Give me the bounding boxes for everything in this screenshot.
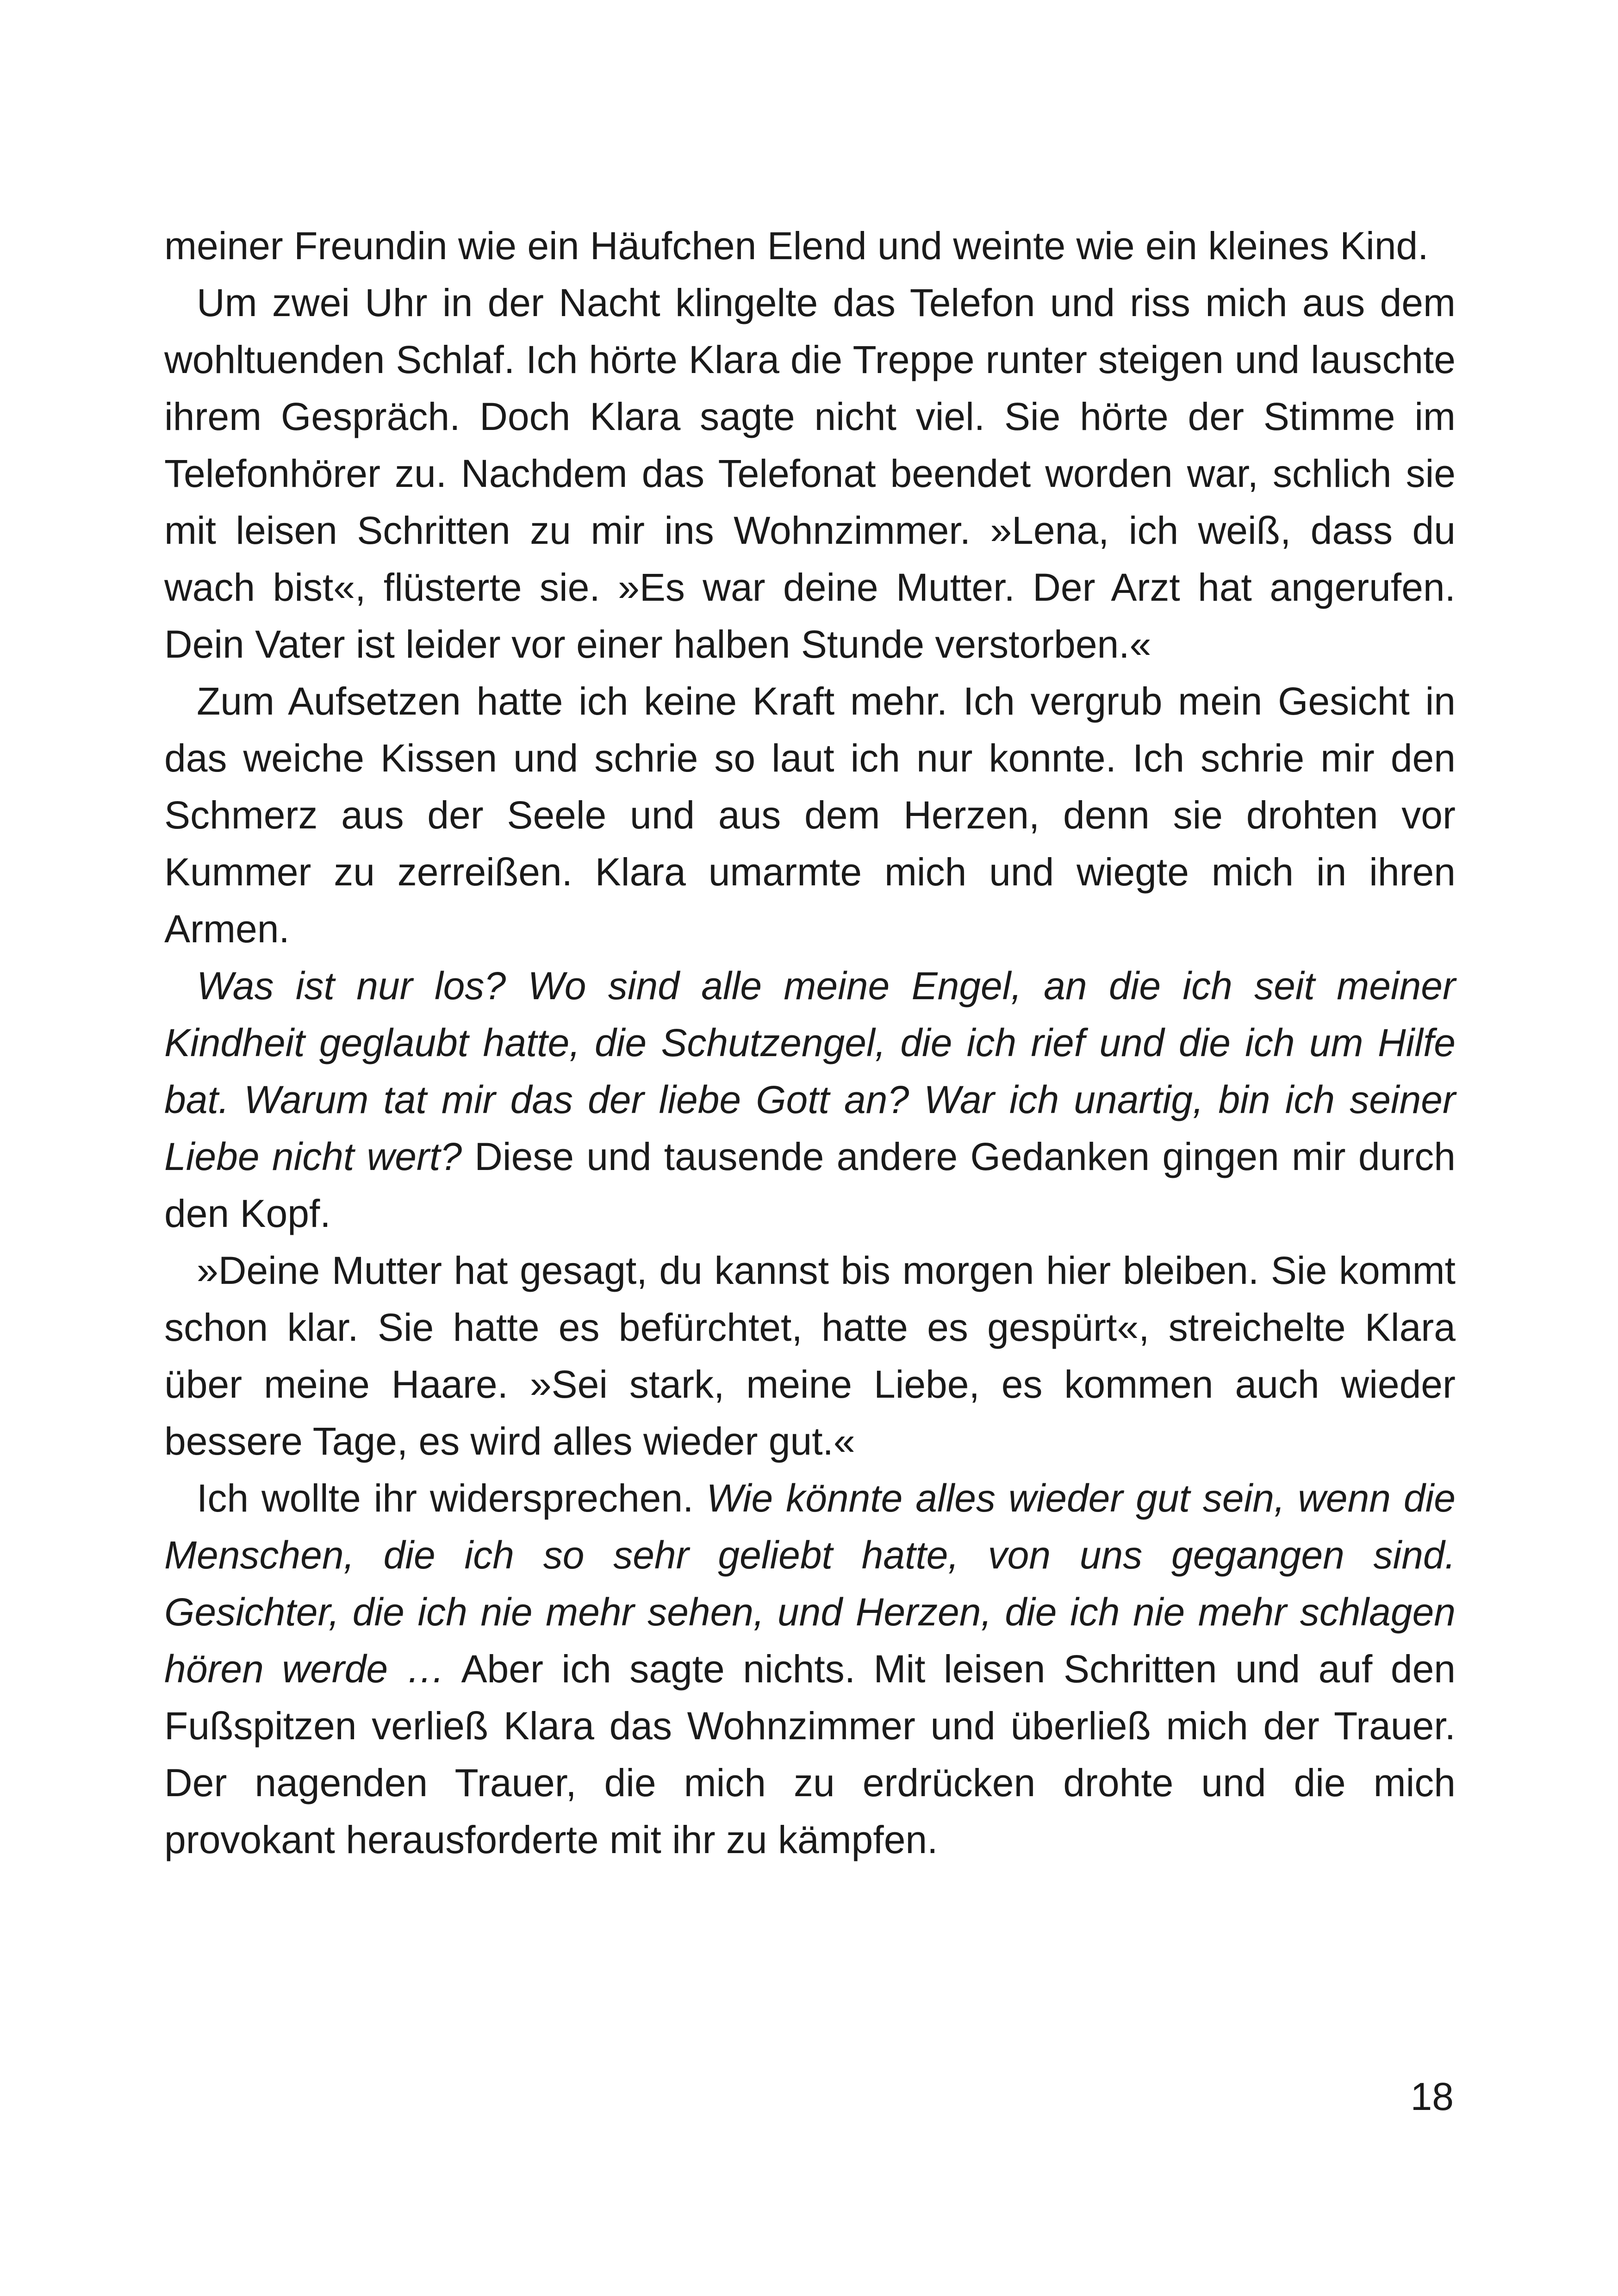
paragraph-2 — [164, 274, 1456, 673]
body-text — [164, 218, 1456, 1868]
paragraph-6-text-end: Aber ich sagte nichts. Mit leisen Schritten und auf den Fußspitzen verließ Klara das Wohnzimmer und überließ mich der Trauer. Der nagenden Trauer, die mich zu erdrücken drohte und die mich provokant herausforderte mit ihr zu kämpfen. — [164, 1647, 1456, 1861]
paragraph-5 — [164, 1242, 1456, 1470]
paragraph-1-text: meiner Freundin wie ein Häufchen Elend und weinte wie ein kleines Kind. — [164, 224, 1429, 268]
paragraph-4-text: Diese und tausende andere Gedanken gingen mir durch den Kopf. — [164, 1135, 1456, 1235]
paragraph-2-text: Um zwei Uhr in der Nacht klingelte das Telefon und riss mich aus dem wohltuenden Schlaf. Ich hörte Klara die Treppe runter steigen und lauschte ihrem Gespräch. Doch Klara sagte nicht viel. Sie hörte der Stimme im Telefonhörer zu. Nachdem das Telefonat beendet worden war, schlich sie mit leisen Schritten zu mir ins Wohnzimmer. »Lena, ich weiß, dass du wach bist«, flüsterte sie. »Es war deine Mutter. Der Arzt hat angerufen. Dein Vater ist leider vor einer halben Stunde verstorben.« — [164, 281, 1456, 666]
paragraph-5-text: »Deine Mutter hat gesagt, du kannst bis morgen hier bleiben. Sie kommt schon klar. Sie hatte es befürchtet, hatte es gespürt«, streichelte Klara über meine Haare. »Sei stark, meine Liebe, es kommen auch wieder bessere Tage, es wird alles wieder gut.« — [164, 1249, 1456, 1463]
paragraph-4 — [164, 958, 1456, 1242]
paragraph-6-text-start: Ich wollte ihr widersprechen. — [197, 1476, 707, 1520]
paragraph-1 — [164, 218, 1456, 274]
paragraph-6 — [164, 1470, 1456, 1868]
page-number: 18 — [1410, 2075, 1454, 2118]
paragraph-3 — [164, 673, 1456, 958]
paragraph-3-text: Zum Aufsetzen hatte ich keine Kraft mehr. Ich vergrub mein Gesicht in das weiche Kissen und schrie so laut ich nur konnte. Ich schrie mir den Schmerz aus der Seele und aus dem Herzen, denn sie drohten vor Kummer zu zerreißen. Klara umarmte mich und wiegte mich in ihren Armen. — [164, 679, 1456, 951]
paragraph-4-italic-thoughts: Was ist nur los? Wo sind alle meine Engel, an die ich seit meiner Kindheit geglaubt hatte, die Schutzengel, die ich rief und die ich um Hilfe bat. Warum tat mir das der liebe Gott an? War ich unartig, bin ich seiner Liebe nicht wert? — [164, 964, 1456, 1178]
paragraph-6-italic-thoughts: Wie könnte alles wieder gut sein, wenn die Menschen, die ich so sehr geliebt hatte, von uns gegangen sind. Gesichter, die ich nie mehr sehen, und Herzen, die ich nie mehr schlagen hören werde … — [164, 1476, 1456, 1691]
